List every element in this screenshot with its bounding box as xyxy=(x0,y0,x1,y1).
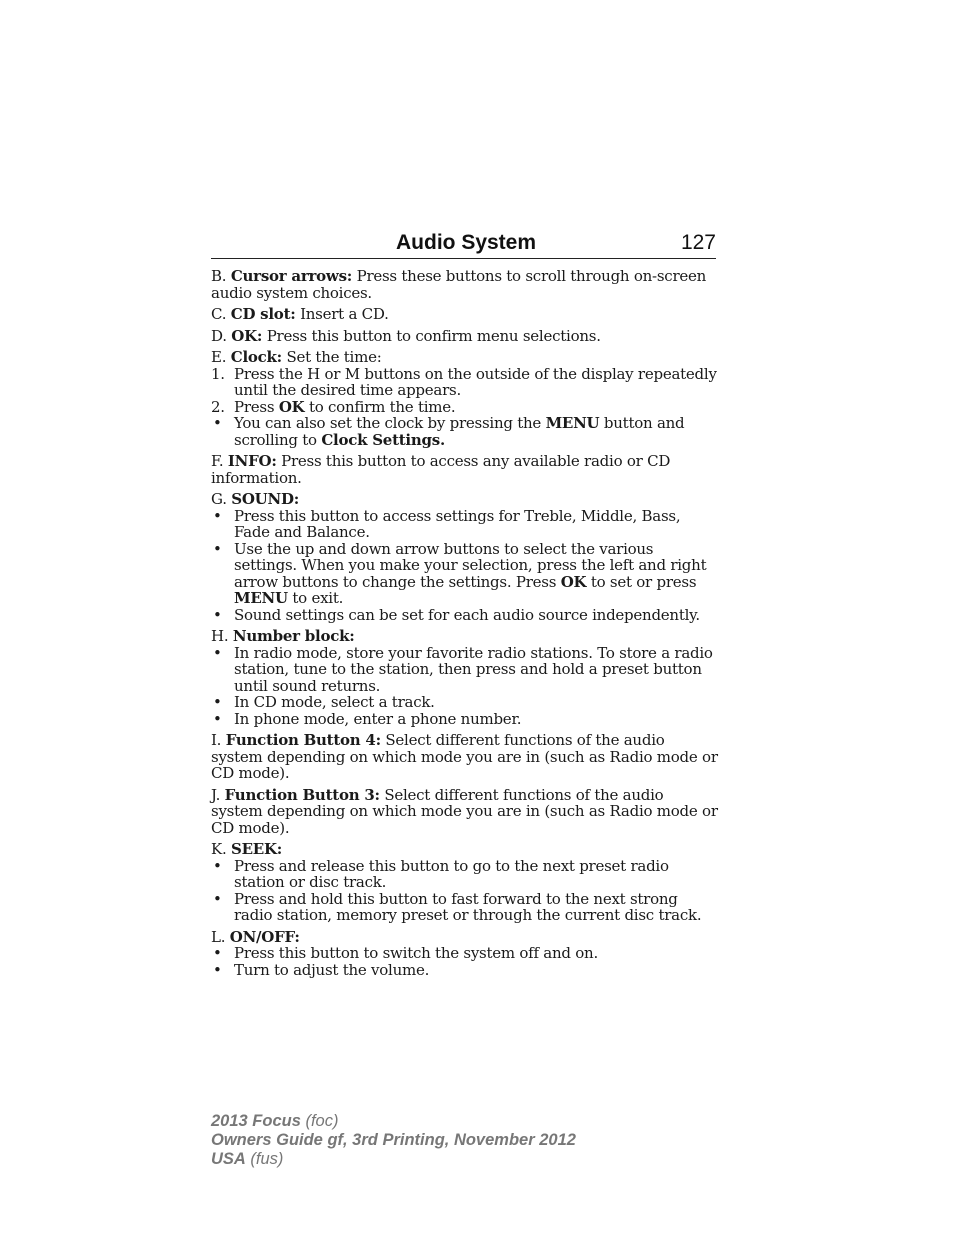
item-text: Press and release this button to go to the next preset radio station or disc track. xyxy=(234,856,669,891)
legend-entry xyxy=(211,349,719,448)
step-number: 2. xyxy=(211,397,225,416)
item-text: Press the H or M buttons on the outside of the display repeatedly until the desired time appears. xyxy=(234,364,717,399)
footer-model-code: (foc) xyxy=(300,1112,339,1130)
item-text: Sound settings can be set for each audio source independently. xyxy=(234,605,700,624)
emphasis-text: MENU xyxy=(234,589,288,607)
bullet-item xyxy=(211,541,719,607)
item-text: Press xyxy=(234,397,279,416)
footer-guide: Owners Guide gf, 3rd Printing, November 2012 xyxy=(211,1131,576,1149)
legend-entry-text xyxy=(211,841,719,858)
item-text: button and scrolling to xyxy=(234,414,685,449)
legend-letter: L. xyxy=(211,927,226,946)
legend-entry xyxy=(211,929,719,979)
legend-entry xyxy=(211,268,719,301)
bullet-marker: • xyxy=(213,605,222,624)
legend-entry-text xyxy=(211,328,719,345)
legend-term: OK: xyxy=(231,326,263,345)
legend-entry xyxy=(211,491,719,623)
bullet-marker: • xyxy=(213,889,222,908)
bullet-marker: • xyxy=(213,944,222,962)
legend-entry-text xyxy=(211,628,719,645)
legend-term: Clock: xyxy=(230,348,282,366)
bullet-marker: • xyxy=(213,693,222,711)
bullet-marker: • xyxy=(213,709,222,728)
bullet-item xyxy=(211,945,719,962)
legend-entry xyxy=(211,453,719,486)
legend-description: Select different functions of the audio system depending on which mode you are in (such as Radio mode or CD mode). xyxy=(211,731,718,782)
bullet-item xyxy=(211,694,719,711)
bullet-item xyxy=(211,711,719,728)
item-text: to set or press xyxy=(586,572,697,591)
bullet-marker: • xyxy=(213,643,222,662)
legend-term: INFO: xyxy=(227,452,277,470)
bullet-item xyxy=(211,607,719,624)
footer-region-code: (fus) xyxy=(245,1150,284,1168)
legend-letter: H. xyxy=(211,627,229,645)
item-text: to exit. xyxy=(287,589,344,607)
legend-entry xyxy=(211,328,719,345)
legend-entry-text xyxy=(211,929,719,946)
legend-entry xyxy=(211,787,719,837)
bullet-list xyxy=(211,858,719,924)
legend-entry xyxy=(211,306,719,323)
legend-term: SEEK: xyxy=(231,840,283,858)
legend-entry-text xyxy=(211,268,719,301)
legend-term: ON/OFF: xyxy=(229,927,300,946)
legend-letter: I. xyxy=(211,731,222,749)
legend-term: CD slot: xyxy=(230,305,296,323)
legend-description: Insert a CD. xyxy=(295,305,389,323)
legend-description: Press this button to confirm menu selections. xyxy=(262,326,601,345)
emphasis-text: Clock Settings. xyxy=(321,430,445,449)
page-header xyxy=(211,228,716,259)
bullet-item xyxy=(211,962,719,979)
footer-line-guide xyxy=(211,1131,576,1150)
bullet-marker: • xyxy=(213,506,222,525)
emphasis-text: OK xyxy=(278,397,305,416)
legend-description: Press these buttons to scroll through on-screen audio system choices. xyxy=(211,267,707,302)
bullet-list xyxy=(211,415,719,448)
section-title: Audio System xyxy=(396,231,537,254)
legend-term: Function Button 3: xyxy=(224,785,380,804)
page-number: 127 xyxy=(680,231,716,254)
bullet-item xyxy=(211,891,719,924)
bullet-marker: • xyxy=(213,960,222,979)
bullet-list xyxy=(211,945,719,978)
legend-entry-text xyxy=(211,491,719,508)
bullet-item xyxy=(211,645,719,695)
bullet-marker: • xyxy=(213,856,222,875)
item-text: to confirm the time. xyxy=(304,397,456,416)
emphasis-text: OK xyxy=(560,572,587,591)
item-text: Press and hold this button to fast forward to the next strong radio station, memory preset or through the current disc track. xyxy=(234,889,702,924)
step-item xyxy=(211,366,719,399)
item-text: Use the up and down arrow buttons to select the various settings. When you make your selection, press the left and right arrow buttons to change the settings. Press xyxy=(234,539,707,591)
step-list xyxy=(211,366,719,416)
legend-entry xyxy=(211,732,719,782)
legend-letter: F. xyxy=(211,452,224,470)
item-text: In phone mode, enter a phone number. xyxy=(234,709,522,728)
legend-term: SOUND: xyxy=(231,490,299,508)
legend-description: Set the time: xyxy=(281,348,382,366)
legend-letter: D. xyxy=(211,326,227,345)
bullet-item xyxy=(211,415,719,448)
legend-entry xyxy=(211,628,719,727)
item-text: You can also set the clock by pressing the xyxy=(234,414,546,432)
legend-description: Select different functions of the audio system depending on which mode you are in (such as Radio mode or CD mode). xyxy=(211,785,718,837)
step-number: 1. xyxy=(211,364,225,383)
legend-term: Cursor arrows: xyxy=(230,267,353,285)
item-text: Press this button to access settings for Treble, Middle, Bass, Fade and Balance. xyxy=(234,506,681,541)
legend-term: Number block: xyxy=(232,627,355,645)
item-text: Press this button to switch the system off and on. xyxy=(234,944,598,962)
page-footer xyxy=(211,1112,576,1169)
legend-entry-text xyxy=(211,787,719,837)
legend-letter: J. xyxy=(211,785,221,804)
legend-entry-text xyxy=(211,732,719,782)
legend-entry-text xyxy=(211,349,719,366)
item-text: In radio mode, store your favorite radio stations. To store a radio station, tune to the station, then press and hold a preset button until sound returns. xyxy=(234,643,713,695)
legend-letter: K. xyxy=(211,840,227,858)
bullet-item xyxy=(211,858,719,891)
legend-letter: E. xyxy=(211,348,227,366)
bullet-list xyxy=(211,508,719,624)
footer-model: 2013 Focus xyxy=(211,1112,301,1130)
legend-letter: G. xyxy=(211,490,227,508)
footer-line-model xyxy=(211,1112,576,1131)
legend-description: Press this button to access any available radio or CD information. xyxy=(211,452,671,487)
emphasis-text: MENU xyxy=(545,414,600,432)
item-text: Turn to adjust the volume. xyxy=(234,960,430,979)
main-content xyxy=(211,268,719,983)
footer-line-region xyxy=(211,1150,576,1169)
legend-term: Function Button 4: xyxy=(225,731,381,749)
bullet-marker: • xyxy=(213,539,222,558)
legend-entry-text xyxy=(211,306,719,323)
item-text: In CD mode, select a track. xyxy=(234,693,435,711)
footer-region: USA xyxy=(211,1150,246,1168)
bullet-list xyxy=(211,645,719,728)
bullet-item xyxy=(211,508,719,541)
bullet-marker: • xyxy=(213,414,222,432)
legend-entry-text xyxy=(211,453,719,486)
legend-letter: B. xyxy=(211,267,227,285)
legend-letter: C. xyxy=(211,305,227,323)
step-item xyxy=(211,399,719,416)
legend-entry xyxy=(211,841,719,924)
